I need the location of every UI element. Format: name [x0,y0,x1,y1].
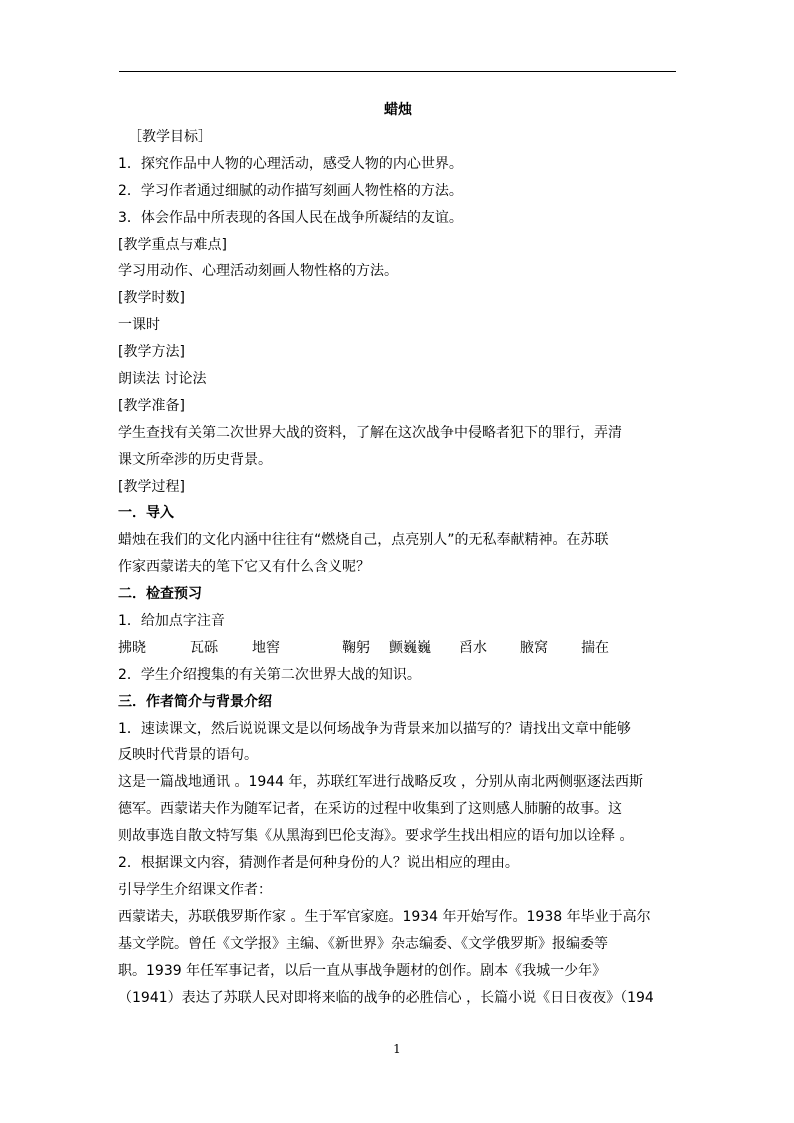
methods-text: 朗读法 讨论法 [118,371,207,388]
pinyin-word: 拂晓 [118,639,146,656]
author-bio-1: 西蒙诺夫，苏联俄罗斯作家 。生于军官家庭。1934 年开始写作。1938 年毕业于高尔 [118,908,651,925]
background-2: 德军。西蒙诺夫作为随军记者，在采访的过程中收集到了这则感人肺腑的故事。这 [118,801,622,818]
heading-teaching-goals: ［教学目标］ [128,129,212,145]
heading-key-points: [教学重点与难点] [118,236,227,253]
section-preview-heading: 二．检查预习 [118,586,202,603]
pinyin-word: 鞠躬 [342,639,370,656]
header-rule [119,71,676,72]
author-q2: 2．根据课文内容，猜测作者是何种身份的人？说出相应的理由。 [118,855,519,872]
preparation-text-1: 学生查找有关第二次世界大战的资料，了解在这次战争中侵略者犯下的罪行，弄清 [118,424,622,441]
background-3: 则故事选自散文特写集《从黑海到巴伦支海》。要求学生找出相应的语句加以诠释 。 [118,828,634,845]
preview-item-2: 2．学生介绍搜集的有关第二次世界大战的知识。 [118,666,421,683]
author-intro-lead: 引导学生介绍课文作者： [118,881,272,898]
author-q1-1: 1．速读课文，然后说说课文是以何场战争为背景来加以描写的？请找出文章中能够 [118,720,631,737]
page-number: 1 [393,1042,401,1056]
pinyin-word: 舀水 [459,639,487,656]
author-bio-3: 职。1939 年任军事记者，以后一直从事战争题材的创作。剧本《我城一少年》 [118,962,607,979]
section-author-heading: 三．作者简介与背景介绍 [118,693,272,710]
page-title: 蜡烛 [384,102,412,118]
section-intro-heading: 一．导入 [118,505,174,522]
heading-class-hours: [教学时数] [118,290,185,307]
author-bio-2: 基文学院。曾任《文学报》主编、《新世界》杂志编委、《文学俄罗斯》报编委等 [118,935,608,952]
preview-item-1: 1．给加点字注音 [118,613,225,630]
intro-text-1: 蜡烛在我们的文化内涵中往往有“燃烧自己，点亮别人”的无私奉献精神。在苏联 [118,532,609,549]
goal-3: 3．体会作品中所表现的各国人民在战争所凝结的友谊。 [118,209,463,226]
heading-methods: [教学方法] [118,344,185,361]
pinyin-word: 地窖 [252,639,280,656]
document-body [118,96,678,1011]
heading-preparation: [教学准备] [118,397,185,414]
class-hours-text: 一课时 [118,317,160,334]
pinyin-word: 瓦砾 [190,639,218,656]
goal-2: 2．学习作者通过细腻的动作描写刻画人物性格的方法。 [118,182,463,199]
pinyin-word: 腋窝 [520,639,548,656]
intro-text-2: 作家西蒙诺夫的笔下它又有什么含义呢？ [118,559,370,576]
pinyin-word: 揣在 [581,639,609,656]
author-q1-2: 反映时代背景的语句。 [118,747,258,764]
heading-process: [教学过程] [118,478,185,495]
background-1: 这是一篇战地通讯 。1944 年，苏联红军进行战略反攻 ，分别从南北两侧驱逐法西斯 [118,774,643,791]
key-points-text: 学习用动作、心理活动刻画人物性格的方法。 [118,263,398,280]
pinyin-words [118,635,678,662]
pinyin-word: 颤巍巍 [389,639,431,656]
author-bio-4: （1941）表达了苏联人民对即将来临的战争的必胜信心 ，长篇小说《日日夜夜》（194 [118,989,654,1006]
goal-1: 1．探究作品中人物的心理活动，感受人物的内心世界。 [118,155,463,172]
preparation-text-2: 课文所牵涉的历史背景。 [118,451,272,468]
